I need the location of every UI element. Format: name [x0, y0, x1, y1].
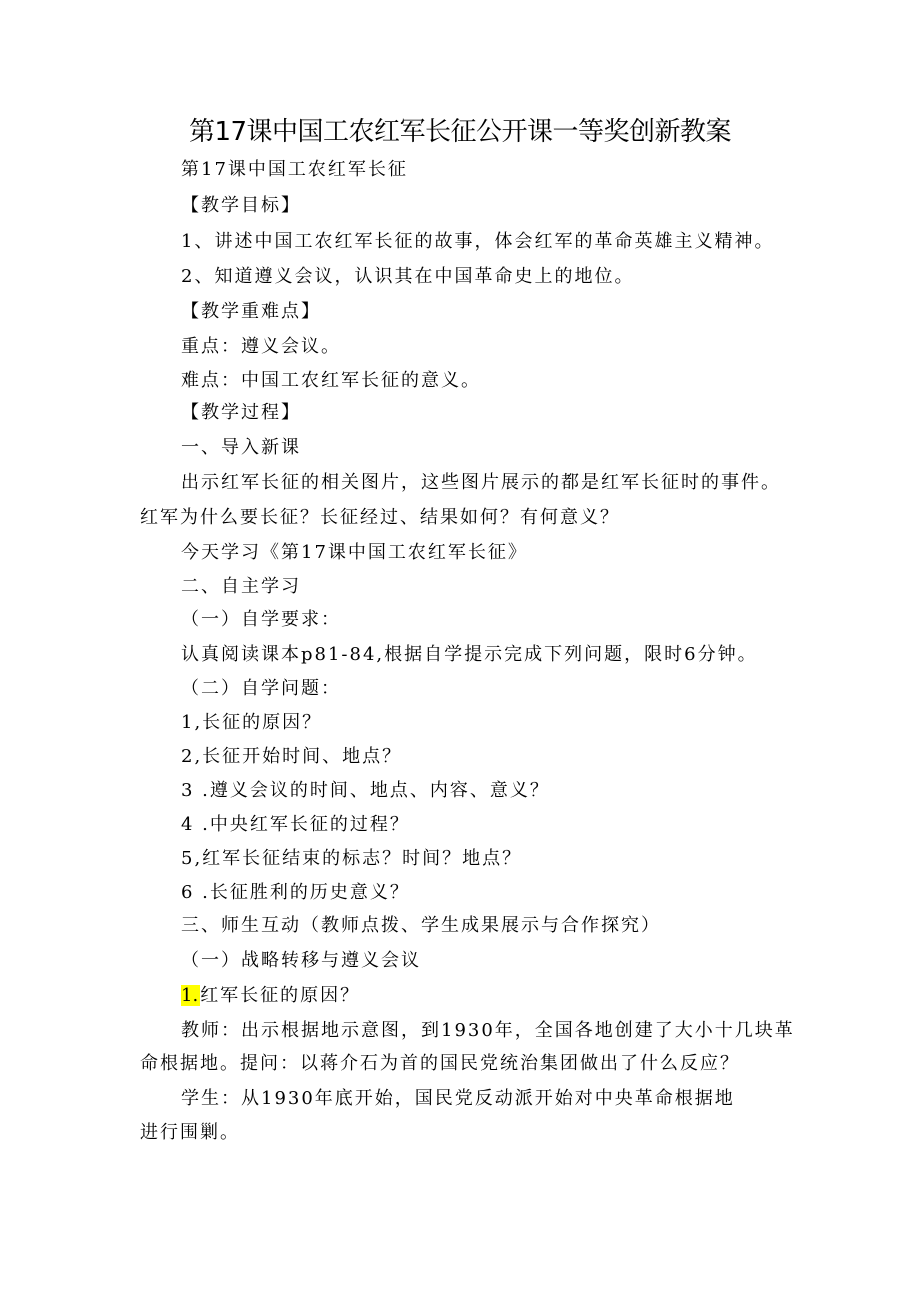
- subheading-strategic-shift: （一）战略转移与遵义会议: [181, 950, 421, 971]
- paragraph-line: 进行围剿。: [140, 1122, 240, 1143]
- objective-item-1: 1、讲述中国工农红军长征的故事，体会红军的革命英雄主义精神。: [181, 231, 775, 252]
- step-heading-intro: 一、导入新课: [181, 437, 301, 458]
- numbered-question-text: 红军长征的原因？: [200, 985, 361, 1006]
- section-heading-objectives: 【教学目标】: [181, 195, 301, 216]
- paragraph-line: 认真阅读课本p81-84,根据自学提示完成下列问题，限时6分钟。: [181, 644, 758, 665]
- difficult-point: 难点：中国工农红军长征的意义。: [181, 370, 481, 391]
- key-point: 重点：遵义会议。: [181, 336, 341, 357]
- subheading-requirements: （一）自学要求：: [181, 609, 341, 630]
- objective-item-2: 2、知道遵义会议，认识其在中国革命史上的地位。: [181, 266, 635, 287]
- paragraph-line: 命根据地。提问：以蒋介石为首的国民党统治集团做出了什么反应？: [140, 1053, 740, 1074]
- step-heading-interaction: 三、师生互动（教师点拨、学生成果展示与合作探究）: [181, 915, 661, 936]
- lesson-subtitle: 第17课中国工农红军长征: [181, 159, 408, 180]
- section-heading-process: 【教学过程】: [181, 402, 301, 423]
- paragraph-line: 教师：出示根据地示意图，到1930年，全国各地创建了大小十几块革: [181, 1020, 795, 1041]
- question-item-3: 3 .遵义会议的时间、地点、内容、意义？: [181, 780, 550, 801]
- question-item-5: 5,红军长征结束的标志？时间？地点？: [181, 848, 523, 869]
- paragraph-line: 出示红军长征的相关图片，这些图片展示的都是红军长征时的事件。: [181, 472, 781, 493]
- numbered-question: [181, 984, 360, 1008]
- document-title: 第17课中国工农红军长征公开课一等奖创新教案: [188, 117, 732, 147]
- subheading-questions: （二）自学问题：: [181, 678, 341, 699]
- paragraph-line: 红军为什么要长征？长征经过、结果如何？有何意义？: [140, 507, 620, 528]
- question-item-1: 1,长征的原因？: [181, 712, 323, 733]
- highlighted-number: 1.: [181, 985, 199, 1006]
- section-heading-key-points: 【教学重难点】: [181, 301, 321, 322]
- question-item-2: 2,长征开始时间、地点？: [181, 746, 403, 767]
- paragraph-line: 学生：从1930年底开始，国民党反动派开始对中央革命根据地: [181, 1088, 735, 1109]
- question-item-4: 4 .中央红军长征的过程？: [181, 814, 410, 835]
- step-heading-self-study: 二、自主学习: [181, 576, 301, 597]
- paragraph-line: 今天学习《第17课中国工农红军长征》: [181, 542, 528, 563]
- question-item-6: 6 .长征胜利的历史意义？: [181, 882, 410, 903]
